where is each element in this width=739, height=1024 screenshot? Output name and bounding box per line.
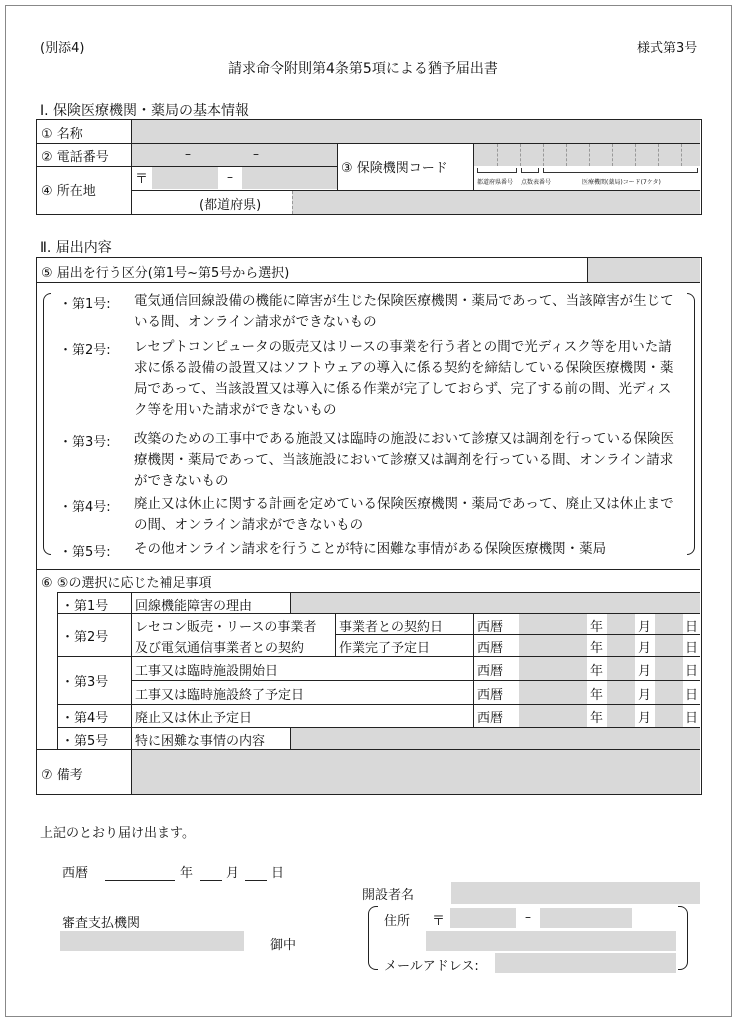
- date-month-field[interactable]: [607, 635, 635, 656]
- supplement-label: ⑥ ⑤の選択に応じた補足事項: [41, 576, 212, 591]
- date-month-field[interactable]: [607, 657, 635, 680]
- month-label: 月: [638, 664, 652, 679]
- basic-info-table: [36, 119, 702, 215]
- section1-heading: Ⅰ. 保険医療機関・薬局の基本情報: [40, 103, 250, 119]
- sup3-end-label: 工事又は臨時施設終了予定日: [135, 688, 305, 703]
- era-label: 西暦: [477, 641, 504, 656]
- footer-postal-mark: 〒: [432, 914, 446, 929]
- sup2-number: ・第2号: [61, 630, 109, 645]
- footer-month-label: 月: [226, 866, 240, 881]
- footer-postal-separator: –: [525, 910, 531, 924]
- date-year-field[interactable]: [519, 657, 587, 680]
- item-2-text: レセプトコンピュータの販売又はリースの事業を行う者との間で光ディスク等を用いた請求に係る設備の設置又はソフトウェアの導入に係る契約を締結している保険医療機関・薬局であって、当該設置又は導入に係る作業が完了しておらず、完了する前の間、光ディスク等を用いた請求ができないもの: [134, 339, 674, 418]
- page-title: 請求命令附則第4条第5項による猶予届出書: [228, 61, 498, 77]
- attachment-label: (別添4): [40, 41, 85, 56]
- era-label: 西暦: [477, 688, 504, 703]
- item-1-number: ・第1号:: [59, 297, 111, 312]
- sup4-text: 廃止又は休止予定日: [135, 711, 253, 726]
- footer-year-field[interactable]: [105, 862, 175, 881]
- sup5-field[interactable]: [290, 728, 700, 749]
- name-label: ① 名称: [41, 127, 83, 142]
- item-3-text: 改築のための工事中である施設又は臨時の施設において診療又は調剤を行っている保険医療機関・薬局であって、当該施設において診療又は調剤を行っている間、オンライン請求ができないもの: [134, 431, 674, 489]
- sup1-text: 回線機能障害の理由: [135, 599, 253, 614]
- item-4-number: ・第4号:: [59, 500, 111, 515]
- institution-code-field[interactable]: [474, 144, 700, 166]
- postal-separator: –: [227, 170, 233, 184]
- email-label: メールアドレス:: [384, 959, 479, 974]
- era-label: 西暦: [477, 711, 504, 726]
- statement: 上記のとおり届け出ます。: [40, 826, 195, 841]
- footer-year-label: 年: [180, 866, 194, 881]
- year-label: 年: [590, 688, 604, 703]
- address-label: ④ 所在地: [41, 184, 96, 199]
- date-day-field[interactable]: [655, 681, 683, 704]
- month-label: 月: [638, 688, 652, 703]
- sup2-text-a: レセコン販売・リースの事業者: [135, 620, 317, 635]
- month-label: 月: [638, 641, 652, 656]
- year-label: 年: [590, 641, 604, 656]
- day-label: 日: [685, 664, 699, 679]
- sup1-number: ・第1号: [61, 599, 109, 614]
- footer-day-label: 日: [271, 866, 285, 881]
- postal-code-field-1[interactable]: [152, 167, 218, 189]
- day-label: 日: [685, 688, 699, 703]
- date-month-field[interactable]: [607, 705, 635, 727]
- item-1-text: 電気通信回線設備の機能に障害が生じた保険医療機関・薬局であって、当該障害が生じている間、オンライン請求ができないもの: [134, 293, 674, 330]
- sup2-text-b: 及び電気通信事業者との契約: [135, 641, 305, 656]
- name-field[interactable]: [132, 120, 700, 143]
- sup3-number: ・第3号: [61, 675, 109, 690]
- date-year-field[interactable]: [519, 705, 587, 727]
- date-year-field[interactable]: [519, 614, 587, 634]
- sup2-complete-label: 作業完了予定日: [339, 641, 431, 656]
- date-day-field[interactable]: [655, 635, 683, 656]
- payer-field[interactable]: [60, 931, 244, 951]
- remarks-field[interactable]: [131, 750, 700, 794]
- item-5-number: ・第5号:: [59, 545, 111, 560]
- section2-heading: Ⅱ. 届出内容: [40, 240, 112, 256]
- category-select-field[interactable]: [587, 258, 700, 282]
- sup3-start-label: 工事又は臨時施設開始日: [135, 664, 279, 679]
- day-label: 日: [685, 711, 699, 726]
- era-label: 西暦: [477, 620, 504, 635]
- postal-mark: 〒: [135, 172, 149, 187]
- notification-table: [36, 257, 702, 795]
- footer-era-label: 西暦: [62, 866, 89, 881]
- footer-postal-field-1[interactable]: [450, 908, 516, 928]
- code-sub-table: 点数表番号: [521, 179, 552, 186]
- era-label: 西暦: [477, 664, 504, 679]
- code-sub-prefecture: 都道府県番号: [477, 179, 514, 186]
- email-field[interactable]: [495, 953, 676, 973]
- founder-name-field[interactable]: [451, 882, 700, 904]
- sup2-contract-label: 事業者との契約日: [339, 620, 444, 635]
- date-month-field[interactable]: [607, 681, 635, 704]
- year-label: 年: [590, 711, 604, 726]
- sup1-field[interactable]: [290, 593, 700, 613]
- sup4-number: ・第4号: [61, 711, 109, 726]
- item-3-number: ・第3号:: [59, 435, 111, 450]
- day-label: 日: [685, 641, 699, 656]
- phone-field[interactable]: [132, 144, 337, 166]
- phone-label: ② 電話番号: [41, 150, 109, 165]
- footer-month-field[interactable]: [200, 862, 222, 881]
- footer-address-field[interactable]: [426, 931, 676, 951]
- day-label: 日: [685, 620, 699, 635]
- date-year-field[interactable]: [519, 681, 587, 704]
- date-day-field[interactable]: [655, 614, 683, 634]
- footer-day-field[interactable]: [245, 862, 267, 881]
- category-label: ⑤ 届出を行う区分(第1号~第5号から選択): [41, 266, 290, 281]
- date-day-field[interactable]: [655, 705, 683, 727]
- year-label: 年: [590, 664, 604, 679]
- founder-label: 開設者名: [362, 888, 415, 903]
- sup5-number: ・第5号: [61, 734, 109, 749]
- remarks-label: ⑦ 備考: [41, 768, 83, 783]
- code-label: ③ 保険機関コード: [341, 161, 448, 176]
- date-month-field[interactable]: [607, 614, 635, 634]
- footer-postal-field-2[interactable]: [540, 908, 632, 928]
- item-2-number: ・第2号:: [59, 343, 111, 358]
- date-day-field[interactable]: [655, 657, 683, 680]
- item-5-text: その他オンライン請求を行うことが特に困難な事情がある保険医療機関・薬局: [134, 541, 607, 557]
- honorific: 御中: [270, 938, 297, 953]
- prefecture-label: (都道府県): [199, 198, 262, 213]
- sup5-text: 特に困難な事情の内容: [135, 734, 266, 749]
- month-label: 月: [638, 711, 652, 726]
- date-year-field[interactable]: [519, 635, 587, 656]
- item-4-text: 廃止又は休止に関する計画を定めている保険医療機関・薬局であって、廃止又は休止までの間、オンライン請求ができないもの: [134, 496, 674, 533]
- form-number: 様式第3号: [637, 41, 698, 56]
- year-label: 年: [590, 620, 604, 635]
- payer-label: 審査支払機関: [62, 916, 141, 931]
- code-sub-institution: 医療機関(薬局)コード(7ケタ): [582, 179, 661, 186]
- month-label: 月: [638, 620, 652, 635]
- phone-separator: –: [185, 147, 191, 161]
- postal-code-field-2[interactable]: [242, 167, 337, 189]
- address-label: 住所: [384, 914, 411, 929]
- phone-separator: –: [253, 147, 259, 161]
